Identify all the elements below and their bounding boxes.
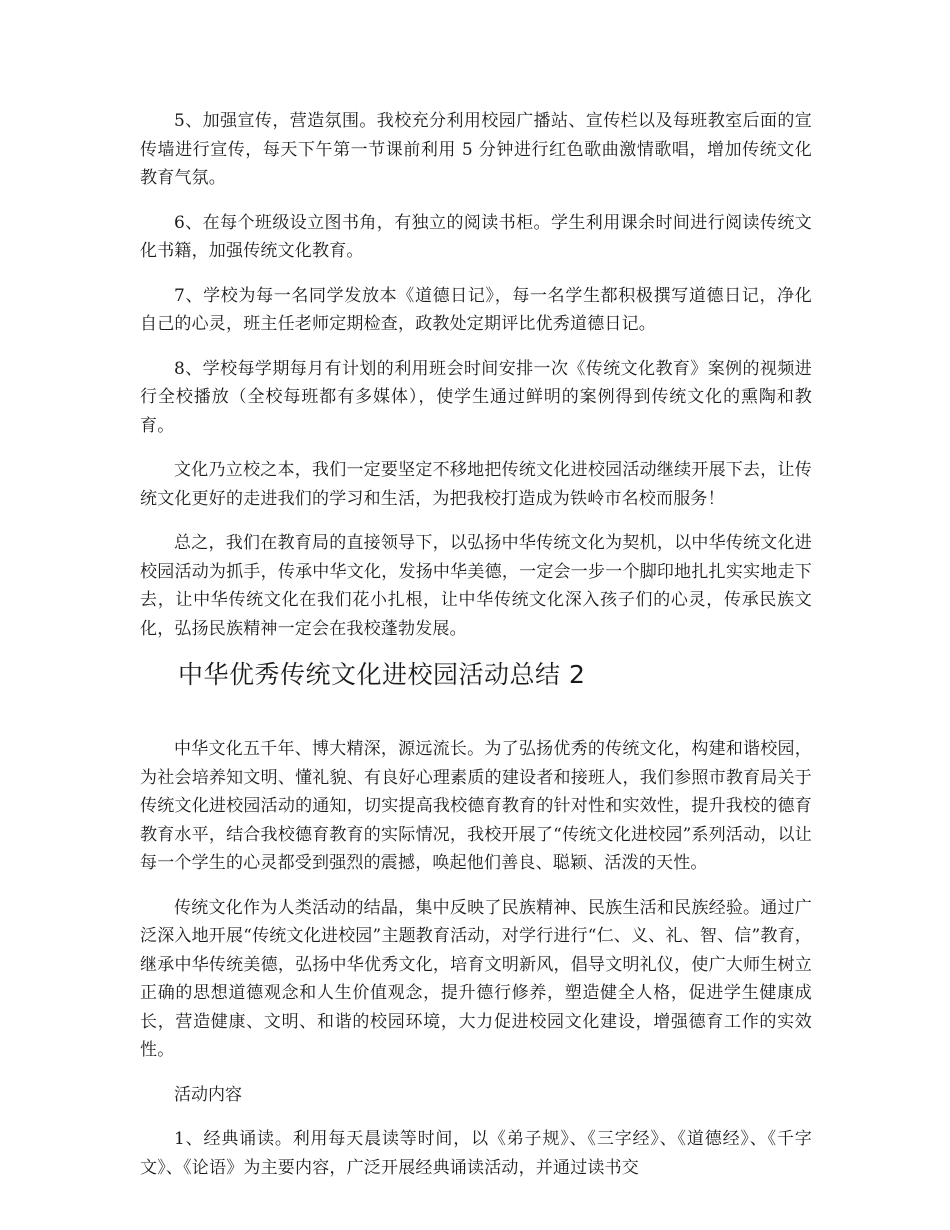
paragraph-item-7: 7、学校为每一名同学发放本《道德日记》，每一名学生都积极撰写道德日记，净化自己的心灵，班主任老师定期检查，政教处定期评比优秀道德日记。 (140, 285, 812, 334)
document-page (140, 107, 812, 1198)
section-heading-wrap (140, 659, 812, 691)
paragraph-purpose: 传统文化作为人类活动的结晶，集中反映了民族精神、民族生活和民族经验。通过广泛深入地开展“传统文化进校园”主题教育活动，对学行进行“仁、义、礼、智、信”教育，继承中华传统美德，弘扬中华优秀文化，培育文明新风，倡导文明礼仪，使广大师生树立正确的思想道德观念和人生价值观念，提升德行修养，塑造健全人格，促进学生健康成长，营造健康、文明、和谐的校园环境，大力促进校园文化建设，增强德育工作的实效性。 (140, 897, 812, 1060)
paragraph-item-8: 8、学校每学期每月有计划的利用班会时间安排一次《传统文化教育》案例的视频进行全校播放（全校每班都有多媒体），使学生通过鲜明的案例得到传统文化的熏陶和教育。 (140, 358, 812, 436)
paragraph-conclusion: 总之，我们在教育局的直接领导下，以弘扬中华传统文化为契机，以中华传统文化进校园活动为抓手，传承中华文化，发扬中华美德，一定会一步一个脚印地扎扎实实地走下去，让中华传统文化在我们花小扎根，让中华传统文化深入孩子们的心灵，传承民族文化，弘扬民族精神一定会在我校蓬勃发展。 (140, 533, 812, 639)
subheading-activity-content: 活动内容 (174, 1084, 242, 1105)
section-title: 中华优秀传统文化进校园活动总结 2 (178, 660, 586, 689)
paragraph-culture-foundation: 文化乃立校之本，我们一定要坚定不移地把传统文化进校园活动继续开展下去，让传统文化更好的走进我们的学习和生活，为把我校打造成为铁岭市名校而服务！ (140, 460, 812, 509)
paragraph-item-5: 5、加强宣传，营造氛围。我校充分利用校园广播站、宣传栏以及每班教室后面的宣传墙进行宣传，每天下午第一节课前利用 5 分钟进行红色歌曲激情歌唱，增加传统文化教育气氛。 (140, 111, 812, 188)
paragraph-item-6: 6、在每个班级设立图书角，有独立的阅读书柜。学生利用课余时间进行阅读传统文化书籍，加强传统文化教育。 (140, 212, 812, 261)
activity-item-1: 1、经典诵读。利用每天晨读等时间，以《弟子规》、《三字经》、《道德经》、《千字文》、《论语》为主要内容，广泛开展经典诵读活动，并通过读书交 (140, 1129, 812, 1178)
paragraph-intro: 中华文化五千年、博大精深，源远流长。为了弘扬优秀的传统文化，构建和谐校园，为社会培养知文明、懂礼貌、有良好心理素质的建设者和接班人，我们参照市教育局关于传统文化进校园活动的通知，切实提高我校德育教育的针对性和实效性，提升我校的德育教育水平，结合我校德育教育的实际情况，我校开展了“传统文化进校园”系列活动，以让每一个学生的心灵都受到强烈的震撼，唤起他们善良、聪颖、活泼的天性。 (140, 739, 812, 873)
